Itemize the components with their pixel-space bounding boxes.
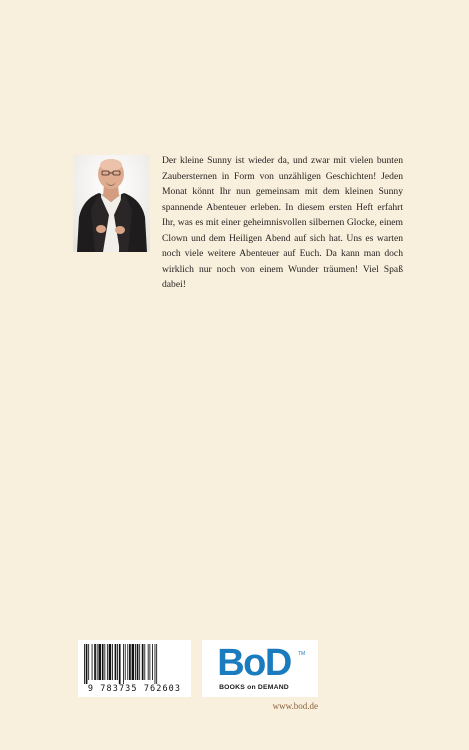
trademark-symbol: TM — [298, 651, 306, 657]
barcode-digits: 9 783735 762603 — [87, 684, 182, 694]
bod-logo-mark: BoD — [217, 642, 291, 684]
barcode-bars — [78, 640, 191, 684]
blurb-text: Der kleine Sunny ist wieder da, und zwar mit vielen bunten Zaubersternen in Form von unzähligen Geschichten! Jeden Monat könnt Ihr nun gemeinsam mit dem kleinen Sunny spannende Abenteuer erleben. In diesem ersten Heft erfahrt Ihr, was es mit einer geheimnisvollen silbernen Glocke, einem Clown und dem Heiligen Abend auf sich hat. Uns es warten noch viele weitere Abenteuer auf Euch. Da kann man doch wirklich nur noch von einem Wunder träumen! Viel Spaß dabei! — [162, 155, 403, 290]
publisher-logo[interactable] — [202, 640, 318, 697]
author-photo — [73, 155, 150, 252]
publisher-tagline: BOOKS on DEMAND — [219, 684, 289, 691]
publisher-website-link[interactable]: www.bod.de — [272, 701, 318, 711]
isbn-barcode — [78, 640, 191, 697]
author-portrait-image — [73, 155, 150, 252]
